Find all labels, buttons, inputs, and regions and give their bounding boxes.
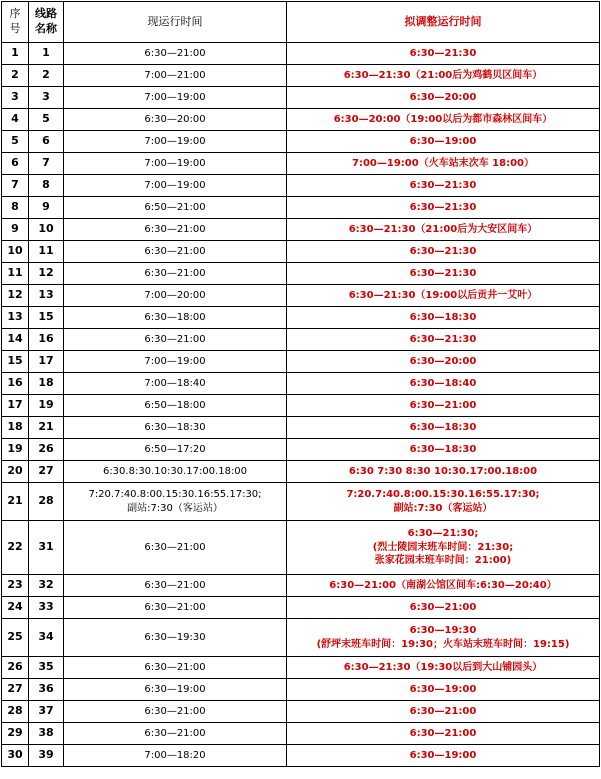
row-proposed-time: [287, 285, 600, 307]
row-current-time: [64, 439, 287, 461]
proposed-time-line: 6:30—18:40: [409, 377, 477, 389]
header-seq-line2: 号: [9, 22, 21, 35]
row-line-name: 13: [29, 285, 64, 307]
table-row: [2, 745, 600, 767]
table-row: [2, 679, 600, 701]
row-current-time: [64, 395, 287, 417]
current-time-line: 6:30—20:00: [144, 113, 206, 125]
table-row: [2, 657, 600, 679]
current-time-line: 副站:7:30（客运站）: [127, 502, 223, 514]
current-time-line: 7:00—21:00: [144, 69, 206, 81]
proposed-time-line: 6:30—19:30: [409, 625, 477, 636]
proposed-time-line: 6:30—18:30: [409, 311, 477, 323]
table-row: [2, 723, 600, 745]
row-proposed-time: [287, 723, 600, 745]
row-seq: 6: [2, 153, 29, 175]
row-proposed-time: [287, 417, 600, 439]
row-line-name: 6: [29, 131, 64, 153]
row-seq: 8: [2, 197, 29, 219]
proposed-time-line: 6:30—21:30: [409, 333, 477, 345]
row-seq: 2: [2, 65, 29, 87]
row-current-time: [64, 307, 287, 329]
row-seq: 7: [2, 175, 29, 197]
row-line-name: 38: [29, 723, 64, 745]
table-body: [2, 43, 600, 767]
row-seq: 5: [2, 131, 29, 153]
row-proposed-time: [287, 241, 600, 263]
row-current-time: [64, 87, 287, 109]
row-line-name: 17: [29, 351, 64, 373]
row-current-time: [64, 175, 287, 197]
row-proposed-time: [287, 483, 600, 521]
current-time-line: 7:20.7:40.8:00.15:30.16:55.17:30;: [88, 489, 262, 500]
row-line-name: 33: [29, 597, 64, 619]
row-line-name: 3: [29, 87, 64, 109]
table-row: [2, 329, 600, 351]
row-current-time: [64, 263, 287, 285]
current-time-line: 6:30—21:00: [144, 727, 206, 739]
current-time-line: 6:50—17:20: [144, 443, 206, 455]
table-row: [2, 263, 600, 285]
table-row: [2, 175, 600, 197]
table-row: [2, 701, 600, 723]
current-time-line: 6:30—21:00: [144, 333, 206, 345]
table-row: [2, 285, 600, 307]
current-time-line: 6:30—21:00: [144, 579, 206, 591]
row-seq: 18: [2, 417, 29, 439]
current-time-line: 7:00—19:00: [144, 179, 206, 191]
current-time-line: 7:00—18:40: [144, 377, 206, 389]
row-line-name: 19: [29, 395, 64, 417]
row-seq: 20: [2, 461, 29, 483]
table-row: [2, 395, 600, 417]
row-current-time: [64, 241, 287, 263]
row-proposed-time: [287, 395, 600, 417]
current-time-line: 6:30—18:30: [144, 421, 206, 433]
row-current-time: [64, 43, 287, 65]
current-time-line: 6:30—21:00: [144, 541, 206, 553]
row-proposed-time: [287, 87, 600, 109]
row-line-name: 34: [29, 619, 64, 657]
row-proposed-time: [287, 461, 600, 483]
row-line-name: 36: [29, 679, 64, 701]
row-line-name: 26: [29, 439, 64, 461]
row-seq: 13: [2, 307, 29, 329]
row-current-time: [64, 461, 287, 483]
row-seq: 12: [2, 285, 29, 307]
row-current-time: [64, 619, 287, 657]
proposed-time-line: 6:30 7:30 8:30 10:30.17:00.18:00: [348, 465, 538, 477]
row-proposed-time: [287, 351, 600, 373]
row-seq: 28: [2, 701, 29, 723]
current-time-line: 6:30—21:00: [144, 601, 206, 613]
row-line-name: 15: [29, 307, 64, 329]
row-seq: 9: [2, 219, 29, 241]
row-current-time: [64, 219, 287, 241]
row-current-time: [64, 65, 287, 87]
current-time-line: 6:30—19:30: [144, 631, 206, 643]
row-current-time: [64, 351, 287, 373]
table-row: [2, 65, 600, 87]
current-time-line: 6:30—18:00: [144, 311, 206, 323]
row-current-time: [64, 109, 287, 131]
current-time-line: 6:50—21:00: [144, 201, 206, 213]
proposed-time-line: 6:30—21:00: [409, 399, 477, 411]
row-current-time: [64, 197, 287, 219]
proposed-time-line: 6:30—20:00: [409, 91, 477, 103]
header-row: [2, 2, 600, 43]
table-row: [2, 43, 600, 65]
current-time-line: 6:30—21:00: [144, 223, 206, 235]
proposed-time-line: 6:30—20:00（19:00以后为都市森林区间车）: [333, 113, 553, 125]
header-seq-line1: 序: [9, 7, 21, 21]
row-proposed-time: [287, 65, 600, 87]
current-time-line: 6:30—21:00: [144, 267, 206, 279]
row-current-time: [64, 575, 287, 597]
row-proposed-time: [287, 439, 600, 461]
row-line-name: 35: [29, 657, 64, 679]
row-proposed-time: [287, 131, 600, 153]
table-row: [2, 197, 600, 219]
table-row: [2, 521, 600, 575]
proposed-time-line: 6:30—21:30: [409, 47, 477, 59]
row-seq: 23: [2, 575, 29, 597]
row-line-name: 2: [29, 65, 64, 87]
row-line-name: 1: [29, 43, 64, 65]
row-seq: 27: [2, 679, 29, 701]
table-row: [2, 619, 600, 657]
row-seq: 16: [2, 373, 29, 395]
row-seq: 3: [2, 87, 29, 109]
current-time-line: 6:30—21:00: [144, 245, 206, 257]
current-time-line: 7:00—19:00: [144, 355, 206, 367]
proposed-time-line: 6:30—21:30: [409, 245, 477, 257]
row-seq: 4: [2, 109, 29, 131]
row-current-time: [64, 745, 287, 767]
row-proposed-time: [287, 329, 600, 351]
row-seq: 10: [2, 241, 29, 263]
proposed-time-line: 7:20.7:40.8:00.15:30.16:55.17:30;: [346, 489, 540, 500]
proposed-time-line: 6:30—21:30（19:00以后贡井一艾叶）: [348, 289, 538, 301]
row-seq: 25: [2, 619, 29, 657]
row-proposed-time: [287, 521, 600, 575]
row-proposed-time: [287, 109, 600, 131]
table-row: [2, 575, 600, 597]
current-time-line: 6:30.8:30.10:30.17:00.18:00: [102, 465, 248, 477]
table-row: [2, 109, 600, 131]
table-row: [2, 131, 600, 153]
current-time-line: 7:00—18:20: [144, 749, 206, 761]
current-time-line: 6:30—21:00: [144, 705, 206, 717]
header-proposed-time: 拟调整运行时间: [287, 2, 600, 43]
table-row: [2, 461, 600, 483]
row-current-time: [64, 597, 287, 619]
row-seq: 14: [2, 329, 29, 351]
row-proposed-time: [287, 153, 600, 175]
proposed-time-line: 6:30—19:00: [409, 135, 477, 147]
proposed-time-line: 6:30—21:30（21:00后为大安区间车）: [348, 223, 538, 235]
row-current-time: [64, 373, 287, 395]
proposed-time-line: 6:30—21:00: [409, 727, 477, 739]
current-time-line: 6:30—21:00: [144, 47, 206, 59]
row-proposed-time: [287, 307, 600, 329]
row-proposed-time: [287, 175, 600, 197]
row-current-time: [64, 701, 287, 723]
current-time-line: 6:30—19:00: [144, 683, 206, 695]
row-current-time: [64, 131, 287, 153]
row-line-name: 16: [29, 329, 64, 351]
row-proposed-time: [287, 745, 600, 767]
row-seq: 26: [2, 657, 29, 679]
row-current-time: [64, 417, 287, 439]
row-current-time: [64, 521, 287, 575]
row-proposed-time: [287, 679, 600, 701]
table-row: [2, 307, 600, 329]
table-row: [2, 241, 600, 263]
row-proposed-time: [287, 619, 600, 657]
row-seq: 17: [2, 395, 29, 417]
proposed-time-line: 7:00—19:00（火车站末次车 18:00）: [351, 157, 535, 169]
row-current-time: [64, 285, 287, 307]
row-seq: 11: [2, 263, 29, 285]
proposed-time-line: 6:30—19:00: [409, 749, 477, 761]
row-line-name: 32: [29, 575, 64, 597]
row-line-name: 11: [29, 241, 64, 263]
header-current-time: 现运行时间: [64, 2, 287, 43]
row-seq: 15: [2, 351, 29, 373]
proposed-time-line: 6:30—21:30（19:30以后到大山铺园头）: [343, 661, 543, 673]
current-time-line: 7:00—19:00: [144, 135, 206, 147]
row-line-name: 10: [29, 219, 64, 241]
current-time-line: 7:00—19:00: [144, 157, 206, 169]
table-row: [2, 153, 600, 175]
row-line-name: 27: [29, 461, 64, 483]
row-proposed-time: [287, 597, 600, 619]
header-line-name-line1: 线路: [35, 7, 57, 21]
proposed-time-line: 6:30—21:30: [409, 267, 477, 279]
row-proposed-time: [287, 373, 600, 395]
table-row: [2, 87, 600, 109]
row-proposed-time: [287, 657, 600, 679]
bus-schedule-table: [1, 1, 600, 767]
header-line-name-line2: 名称: [35, 22, 57, 35]
row-line-name: 12: [29, 263, 64, 285]
proposed-time-line: 6:30—21:30（21:00后为鸡鹤贝区间车）: [343, 69, 543, 81]
row-line-name: 9: [29, 197, 64, 219]
row-line-name: 7: [29, 153, 64, 175]
header-line-name: [29, 2, 64, 43]
proposed-time-line: 6:30—19:00: [409, 683, 477, 695]
row-seq: 30: [2, 745, 29, 767]
table-row: [2, 219, 600, 241]
row-seq: 22: [2, 521, 29, 575]
row-line-name: 5: [29, 109, 64, 131]
row-proposed-time: [287, 575, 600, 597]
proposed-time-line: 6:30—21:30: [409, 179, 477, 191]
row-proposed-time: [287, 197, 600, 219]
row-proposed-time: [287, 219, 600, 241]
row-current-time: [64, 657, 287, 679]
row-proposed-time: [287, 701, 600, 723]
row-current-time: [64, 483, 287, 521]
row-seq: 19: [2, 439, 29, 461]
row-current-time: [64, 679, 287, 701]
proposed-time-line: 6:30—18:30: [409, 421, 477, 433]
current-time-line: 6:50—18:00: [144, 399, 206, 411]
table-row: [2, 373, 600, 395]
row-line-name: 37: [29, 701, 64, 723]
header-seq: [2, 2, 29, 43]
row-current-time: [64, 723, 287, 745]
proposed-time-line: (舒坪末班车时间：19:30；火车站末班车时间：19:15): [316, 638, 570, 650]
row-current-time: [64, 153, 287, 175]
proposed-time-line: 6:30—21:00: [409, 601, 477, 613]
proposed-time-line: (烈士陵园末班车时间：21:30;: [372, 541, 514, 553]
table-row: [2, 351, 600, 373]
row-seq: 29: [2, 723, 29, 745]
proposed-time-line: 6:30—21:30: [409, 201, 477, 213]
row-proposed-time: [287, 43, 600, 65]
row-line-name: 28: [29, 483, 64, 521]
row-line-name: 21: [29, 417, 64, 439]
proposed-time-line: 6:30—20:00: [409, 355, 477, 367]
current-time-line: 7:00—20:00: [144, 289, 206, 301]
row-line-name: 8: [29, 175, 64, 197]
table-row: [2, 439, 600, 461]
current-time-line: 7:00—19:00: [144, 91, 206, 103]
row-line-name: 39: [29, 745, 64, 767]
table-row: [2, 597, 600, 619]
row-proposed-time: [287, 263, 600, 285]
table-row: [2, 483, 600, 521]
proposed-time-line: 6:30—21:30;: [407, 528, 479, 540]
row-seq: 1: [2, 43, 29, 65]
current-time-line: 6:30—21:00: [144, 661, 206, 673]
row-seq: 24: [2, 597, 29, 619]
proposed-time-line: 6:30—21:00: [409, 705, 477, 717]
row-line-name: 18: [29, 373, 64, 395]
row-line-name: 31: [29, 521, 64, 575]
row-seq: 21: [2, 483, 29, 521]
proposed-time-line: 6:30—21:00（南湖公馆区间车:6:30—20:40）: [329, 579, 557, 591]
proposed-time-line: 6:30—18:30: [409, 443, 477, 455]
proposed-time-line: 副站:7:30（客运站）: [393, 502, 493, 514]
proposed-time-line: 张家花园末班车时间：21:00): [374, 555, 512, 567]
row-current-time: [64, 329, 287, 351]
table-row: [2, 417, 600, 439]
